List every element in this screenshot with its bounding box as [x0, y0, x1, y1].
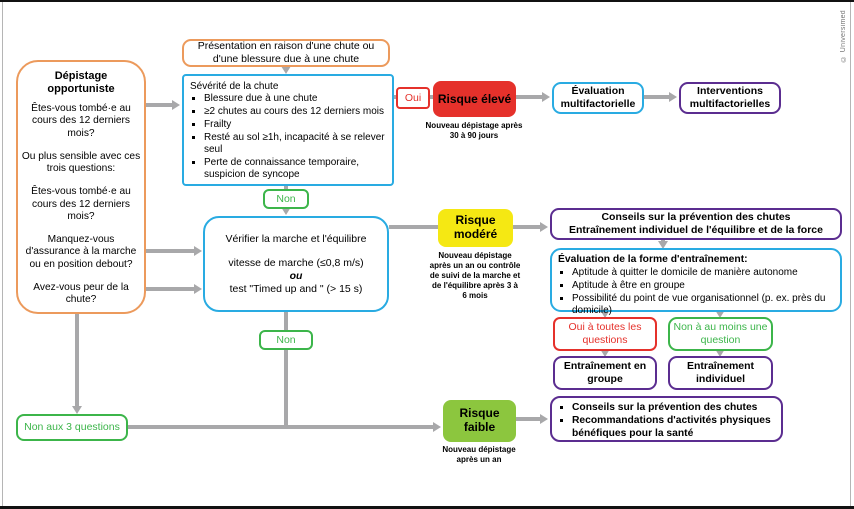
- moderate-advice-box: [550, 208, 842, 240]
- low-advice-bullet: ▪ Conseils sur la prévention des chutes: [572, 402, 777, 414]
- group-training-box: [553, 356, 657, 390]
- severity-bullet-list: [190, 93, 390, 182]
- fall-severity-box: [182, 74, 394, 186]
- low-risk-note: Nouveau dépistage après un an: [442, 445, 516, 464]
- no-at-least-one-box: [668, 317, 773, 351]
- moderate-risk-box: [438, 209, 513, 247]
- multifactorial-evaluation-box: [552, 82, 644, 114]
- connector-line: [75, 314, 79, 408]
- connector-arrowhead: [669, 92, 677, 102]
- multifactorial-evaluation-label: Évaluation multifactorielle: [560, 85, 636, 110]
- training-bullet: ▪ Aptitude à quitter le domicile de manière autonome: [572, 267, 837, 279]
- connector-line: [146, 103, 174, 107]
- gait-check-line1: Vérifier la marche et l'équilibre: [225, 232, 367, 245]
- individual-training-box: [668, 356, 773, 390]
- no-at-least-one-label: Non à au moins une question: [673, 321, 768, 346]
- severity-bullet: ▪ Frailty: [204, 119, 390, 131]
- group-training-label: Entraînement en groupe: [563, 360, 647, 385]
- screening-question-4: Avez-vous peur de la chute?: [33, 281, 129, 305]
- non-label-2: [259, 330, 313, 350]
- connector-line: [516, 417, 542, 421]
- multifactorial-interventions-box: [679, 82, 781, 114]
- connector-line: [389, 225, 438, 229]
- low-advice-bullet-list: [558, 402, 777, 441]
- connector-line: [516, 95, 544, 99]
- connector-arrowhead: [542, 92, 550, 102]
- screening-question-1: Êtes-vous tombé·e au cours des 12 derniers mois?: [31, 103, 131, 139]
- moderate-risk-note: Nouveau dépistage après un an ou contrôle de suivi de la marche et de l'équilibre après 3 à 6 mois: [429, 251, 521, 300]
- yes-all-questions-label: Oui à toutes les questions: [568, 321, 642, 346]
- gait-balance-check-box: [203, 216, 389, 312]
- moderate-advice-line2: Entraînement individuel de l'équilibre et de la force: [569, 224, 823, 236]
- connector-arrowhead: [540, 222, 548, 232]
- connector-arrowhead: [281, 66, 291, 74]
- gait-check-ou: ou: [289, 270, 303, 282]
- moderate-risk-label: Risque modéré: [453, 213, 498, 241]
- high-risk-note: Nouveau dépistage après 30 à 90 jours: [425, 121, 523, 140]
- connector-line: [146, 249, 196, 253]
- non-label-text: Non: [276, 192, 296, 205]
- connector-arrowhead: [172, 100, 180, 110]
- connector-arrowhead: [72, 406, 82, 414]
- connector-arrowhead: [194, 284, 202, 294]
- severity-bullet: ▪ ≥2 chutes au cours des 12 derniers mois: [204, 106, 390, 118]
- presentation-box: [182, 39, 390, 67]
- training-bullet: ▪ Possibilité du point de vue organisationnel (p. ex. près du domicile): [572, 293, 837, 317]
- severity-title: Sévérité de la chute: [190, 81, 279, 92]
- no-three-questions-box: [16, 414, 128, 441]
- severity-bullet: ▪ Blessure due à une chute: [204, 93, 390, 105]
- screening-question-3: Manquez-vous d'assurance à la marche ou en position debout?: [25, 234, 137, 270]
- oui-label: [396, 87, 430, 109]
- connector-arrowhead: [433, 422, 441, 432]
- connector-line: [644, 95, 671, 99]
- low-advice-box: [550, 396, 783, 442]
- moderate-advice-line1: Conseils sur la prévention des chutes: [601, 211, 791, 224]
- training-evaluation-box: [550, 248, 842, 317]
- severity-bullet: ▪ Resté au sol ≥1h, incapacité à se relever seul: [204, 132, 390, 156]
- connector-line: [513, 225, 542, 229]
- low-advice-bullet: ▪ Recommandations d'activités physiques bénéfiques pour la santé: [572, 415, 777, 440]
- oui-label-text: Oui: [404, 91, 422, 104]
- non-label-text: Non: [276, 333, 296, 346]
- low-risk-label: Risque faible: [459, 406, 500, 434]
- no-three-questions-label: Non aux 3 questions: [24, 421, 120, 434]
- individual-training-label: Entraînement individuel: [686, 360, 755, 385]
- high-risk-box: [433, 81, 516, 117]
- high-risk-label: Risque élevé: [437, 91, 512, 106]
- yes-all-questions-box: [553, 317, 657, 351]
- connector-line: [146, 287, 196, 291]
- training-bullet: ▪ Aptitude à être en groupe: [572, 280, 837, 292]
- gait-check-line2: vitesse de marche (≤0,8 m/s): [228, 257, 364, 270]
- connector-arrowhead: [540, 414, 548, 424]
- multifactorial-interventions-label: Interventions multifactorielles: [689, 85, 771, 110]
- screening-title: Dépistage opportuniste: [47, 69, 115, 95]
- screening-question-2: Êtes-vous tombé·e au cours des 12 derniers mois?: [31, 186, 131, 222]
- severity-bullet: ▪ Perte de connaissance temporaire, suspicion de syncope: [204, 157, 390, 181]
- copyright-text: © Universimed: [840, 10, 847, 62]
- non-label-1: [263, 189, 309, 209]
- low-risk-box: [443, 400, 516, 442]
- opportunistic-screening-box: [16, 60, 146, 314]
- connector-line: [128, 425, 435, 429]
- gait-check-line4: test "Timed up and " (> 15 s): [229, 282, 363, 295]
- connector-arrowhead: [194, 246, 202, 256]
- training-evaluation-title: Évaluation de la forme d'entraînement:: [558, 254, 748, 265]
- screening-intro: Ou plus sensible avec ces trois questions:: [21, 150, 141, 175]
- presentation-text: Présentation en raison d'une chute ou d'une blessure due à une chute: [197, 40, 375, 65]
- training-bullet-list: [558, 267, 837, 318]
